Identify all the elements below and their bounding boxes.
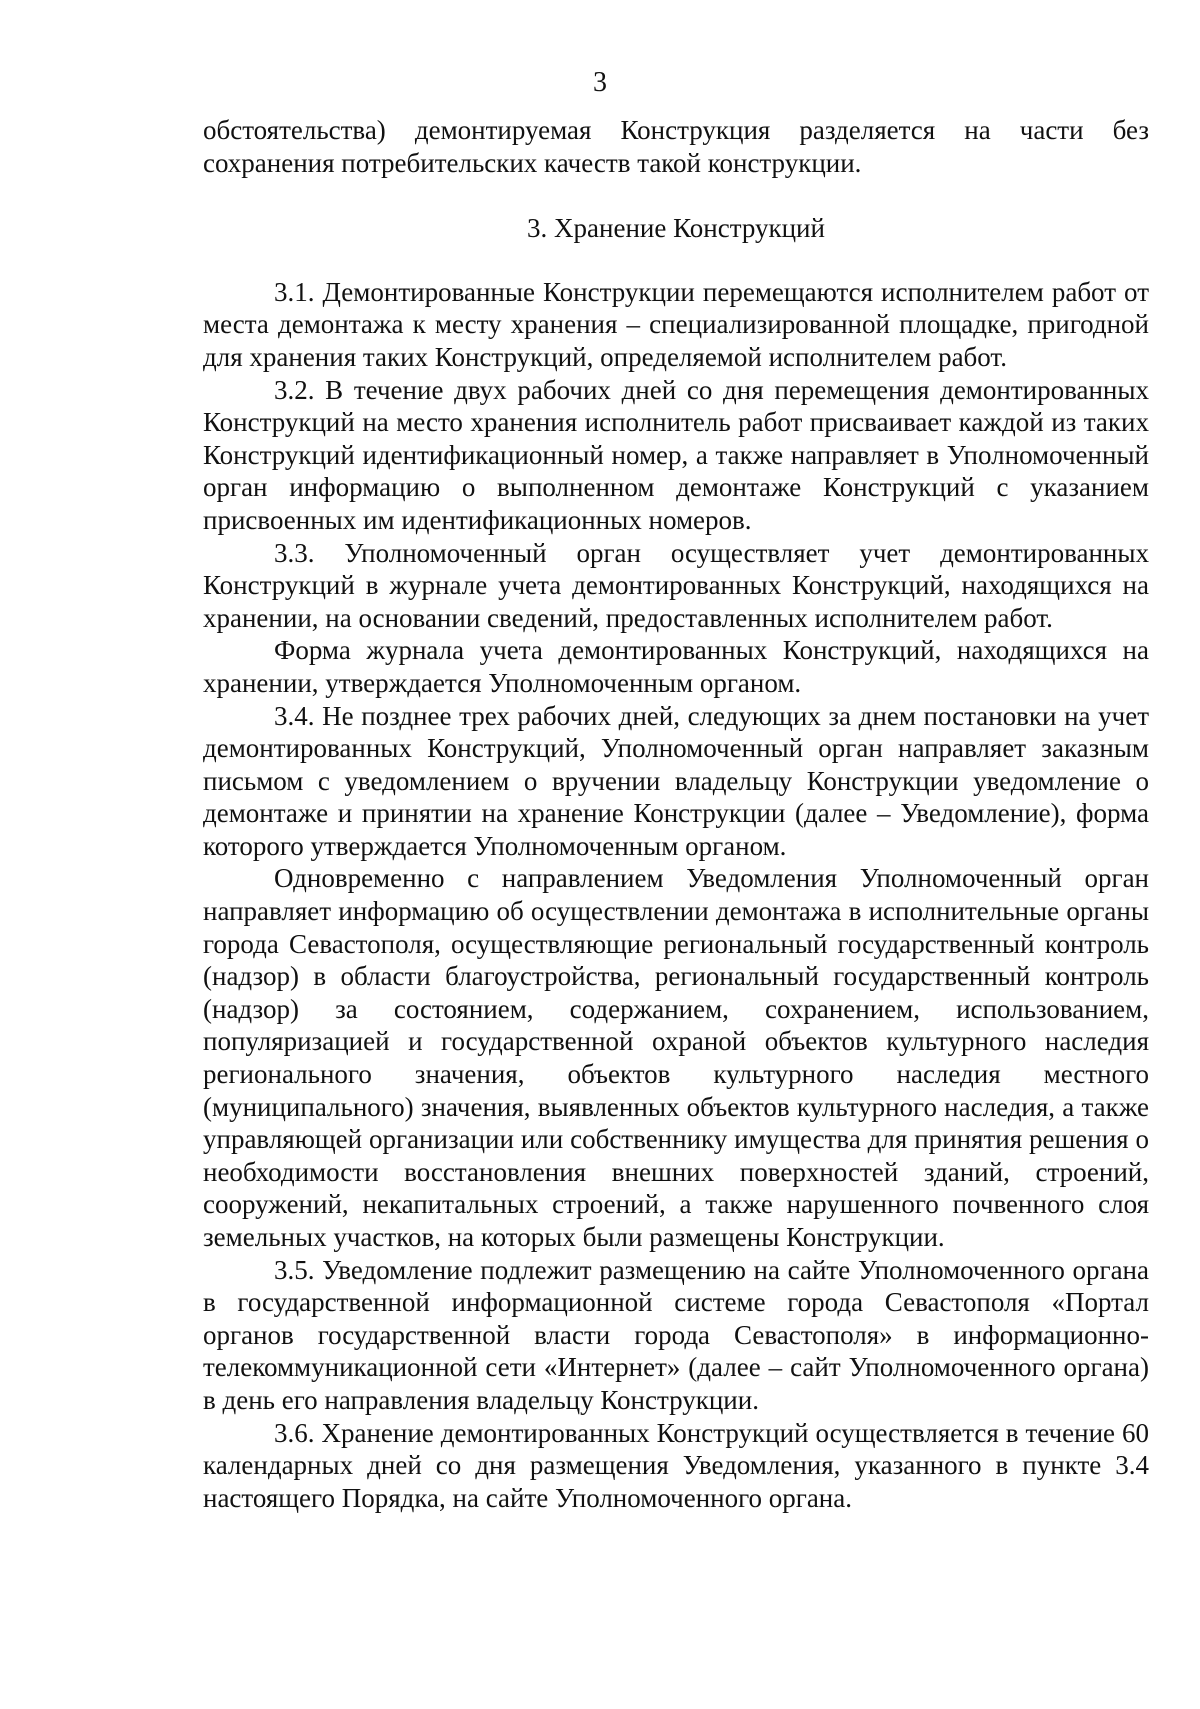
intro-paragraph: обстоятельства) демонтируемая Конструкция разделяется на части без сохранения потребительских качеств такой конструкции.: [203, 115, 1149, 178]
paragraph-3-4: 3.4. Не позднее трех рабочих дней, следующих за днем постановки на учет демонтированных Конструкций, Уполномоченный орган направляет заказным письмом с уведомлением о вручении владельцу Конструкции уведомление о демонтаже и принятии на хранение Конструкции (далее – Уведомление), форма которого утверждается Уполномоченным органом.: [203, 700, 1149, 861]
paragraph-3-1: 3.1. Демонтированные Конструкции перемещаются исполнителем работ от места демонтажа к месту хранения – специализированной площадке, пригодной для хранения таких Конструкций, определяемой исполнителем работ.: [203, 276, 1149, 372]
paragraph-3-6: 3.6. Хранение демонтированных Конструкций осуществляется в течение 60 календарных дней со дня размещения Уведомления, указанного в пункте 3.4 настоящего Порядка, на сайте Уполномоченного органа.: [203, 1417, 1149, 1513]
paragraph-3-3: 3.3. Уполномоченный орган осуществляет учет демонтированных Конструкций в журнале учета демонтированных Конструкций, находящихся на хранении, на основании сведений, предоставленных исполнителем работ.: [203, 537, 1149, 633]
section-heading: 3. Хранение Конструкций: [527, 213, 825, 244]
spacer: [203, 245, 1149, 276]
paragraph-simultaneous-notice: Одновременно с направлением Уведомления Уполномоченный орган направляет информацию об осуществлении демонтажа в исполнительные органы города Севастополя, осуществляющие региональный государственный контроль (надзор) в области благоустройства, региональный государственный контроль (надзор) за состоянием, содержанием, сохранением, использованием, популяризацией и государственной охраной объектов культурного наследия регионального значения, объектов культурного наследия местного (муниципального) значения, выявленных объектов культурного наследия, а также управляющей организации или собственнику имущества для принятия решения о необходимости восстановления внешних поверхностей зданий, строений, сооружений, некапитальных строений, а также нарушенного почвенного слоя земельных участков, на которых были размещены Конструкции.: [203, 863, 1149, 1252]
paragraph-3-5: 3.5. Уведомление подлежит размещению на сайте Уполномоченного органа в государственной информационной системе города Севастополя «Портал органов государственной власти города Севастополя» в информационно-телекоммуникационной сети «Интернет» (далее – сайт Уполномоченного органа) в день его направления владельцу Конструкции.: [203, 1254, 1149, 1415]
document-body: [203, 114, 1149, 1514]
paragraph-3-2: 3.2. В течение двух рабочих дней со дня перемещения демонтированных Конструкций на место хранения исполнитель работ присваивает каждой из таких Конструкций идентификационный номер, а также направляет в Уполномоченный орган информацию о выполненном демонтаже Конструкций с указанием присвоенных им идентификационных номеров.: [203, 374, 1149, 535]
paragraph-journal-form: Форма журнала учета демонтированных Конструкций, находящихся на хранении, утверждается Уполномоченным органом.: [203, 635, 1149, 698]
spacer: [203, 179, 1149, 212]
page-number: 3: [593, 67, 607, 98]
